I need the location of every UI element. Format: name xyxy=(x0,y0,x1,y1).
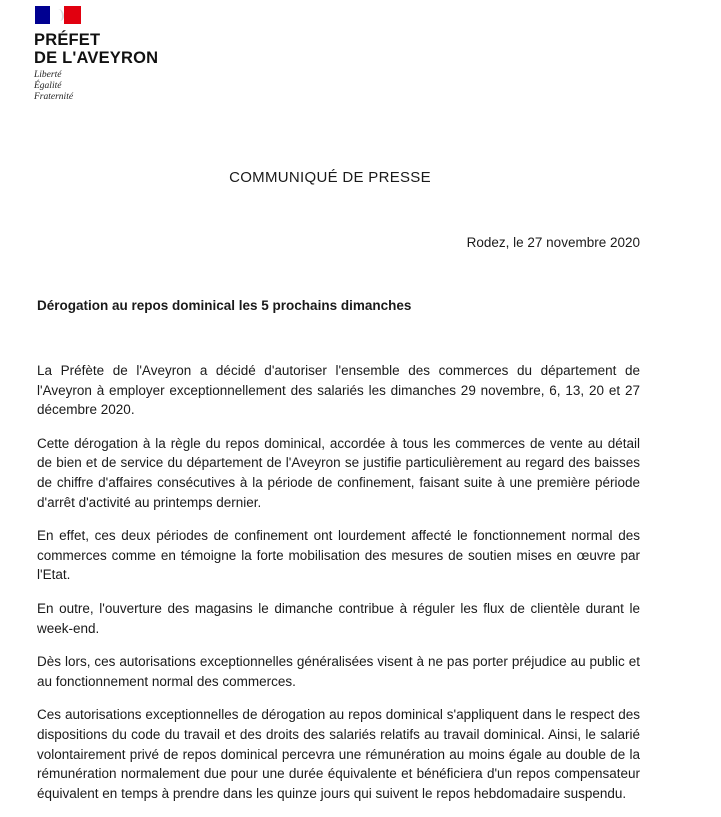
flag-white-band xyxy=(50,6,64,24)
flag-blue-band xyxy=(35,6,50,24)
release-body xyxy=(37,361,640,817)
release-subject: Dérogation au repos dominical les 5 prochains dimanches xyxy=(37,298,412,313)
prefecture-logo xyxy=(34,6,234,103)
body-paragraph: Cette dérogation à la règle du repos dominical, accordée à tous les commerces de vente au détail de bien et de service du département de l'Aveyron se justifie particulièrement au regard des baisses de chiffre d'affaires consécutives à la période de confinement, faisant suite à une première période d'arrêt d'activité au printemps dernier. xyxy=(37,435,640,510)
body-paragraph: La Préfète de l'Aveyron a décidé d'autoriser l'ensemble des commerces du département de l'Aveyron à employer exceptionnellement des salariés les dimanches 29 novembre, 6, 13, 20 et 27 décembre 2020. xyxy=(37,363,640,418)
republic-motto xyxy=(34,70,234,103)
body-paragraph: En effet, ces deux périodes de confinement ont lourdement affecté le fonctionnement normal des commerces comme en témoigne la forte mobilisation des mesures de soutien mises en œuvre par l'Etat. xyxy=(37,528,640,583)
body-paragraph: Dès lors, ces autorisations exceptionnelles généralisées visent à ne pas porter préjudice au public et au fonctionnement normal des commerces. xyxy=(37,654,640,689)
motto-fraternite: Fraternité xyxy=(34,92,74,102)
french-flag-icon xyxy=(35,6,81,24)
prefecture-name xyxy=(34,31,234,67)
release-date: Rodez, le 27 novembre 2020 xyxy=(466,235,640,250)
press-release-heading: COMMUNIQUÉ DE PRESSE xyxy=(229,169,431,186)
flag-red-band xyxy=(64,6,81,24)
body-paragraph: En outre, l'ouverture des magasins le dimanche contribue à réguler les flux de clientèle durant le week-end. xyxy=(37,600,640,636)
motto-liberte: Liberté xyxy=(34,70,62,80)
body-paragraph: Ces autorisations exceptionnelles de dérogation au repos dominical s'appliquent dans le respect des dispositions du code du travail et des droits des salariés relatifs au travail dominical. Ainsi, le salarié volontairement privé de repos dominical percevra une rémunération au moins égale au double de la rémunération normalement due pour une durée équivalente et bénéficiera d'un repos compensateur équivalent en temps à prendre dans les quinze jours qui suivent le repos hebdomadaire suspendu. xyxy=(37,707,640,801)
prefecture-name-line2: DE L'AVEYRON xyxy=(34,49,159,67)
motto-egalite: Égalité xyxy=(34,81,62,91)
prefecture-name-line1: PRÉFET xyxy=(34,31,101,49)
